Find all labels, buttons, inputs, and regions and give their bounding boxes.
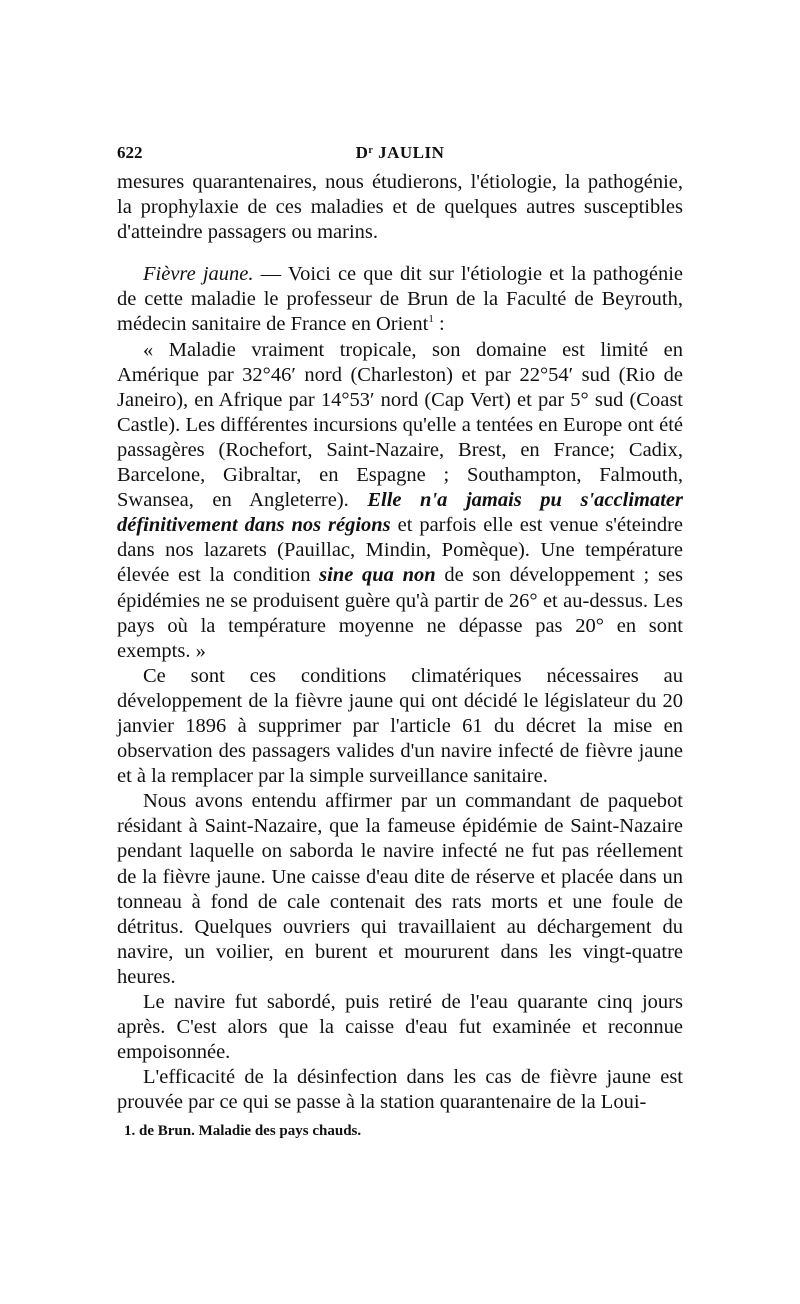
latin-phrase: sine qua non [319, 564, 436, 587]
footnote-text: de Brun. Maladie des pays chauds. [135, 1123, 362, 1139]
author-prefix-sup: r [368, 145, 374, 156]
page-number: 622 [117, 143, 143, 162]
author-name: JAULIN [378, 143, 445, 162]
paragraph-fievre-jaune [117, 262, 683, 337]
section-heading: Fièvre jaune. [143, 263, 254, 286]
paragraph-text-end: : [433, 313, 445, 336]
author-prefix: D [355, 143, 369, 162]
paragraph-legislation: Ce sont ces conditions climatériques nécessaires au développement de la fièvre jaune qui ont décidé le législateur du 20 janvier 1896 à supprimer par l'article 61 du décret la mise en observation des passagers valides d'un navire infecté de fièvre jaune et à la remplacer par la simple surveillance sanitaire. [117, 664, 683, 788]
paragraph-continued: mesures quarantenaires, nous étudierons, l'étiologie, la pathogénie, la prophylaxie de ces maladies et de quelques autres susceptibles d'atteindre passagers ou marins. [117, 171, 683, 244]
running-header [117, 143, 683, 167]
quotation-paragraph [117, 338, 683, 664]
paragraph-text: — Voici ce que dit sur l'étiologie et la pathogénie de cette maladie le professeur de Brun de la Faculté de Beyrouth, médecin sanitaire de France en Orient [117, 263, 683, 336]
footnote-reference: 1 [428, 313, 434, 326]
paragraph-saborde: Le navire fut sabordé, puis retiré de l'eau quarante cinq jours après. C'est alors que la caisse d'eau fut examinée et reconnue empoisonnée. [117, 991, 683, 1064]
footnote [124, 1121, 684, 1141]
footnote-marker: 1. [124, 1123, 136, 1139]
paragraph-desinfection: L'efficacité de la désinfection dans les cas de fièvre jaune est prouvée par ce qui se passe à la station quarantenaire de la Loui- [117, 1066, 683, 1114]
quote-text-b: et parfois elle est venue s'éteindre dans nos lazarets (Pauillac, Mindin, Pomèque). Une température élevée est la condition [117, 514, 684, 587]
quote-emphasis: Elle n'a jamais pu s'acclimater définitivement dans nos régions [117, 489, 683, 537]
quote-text-c: de son développement ; ses épidémies ne se produisent guère qu'à partir de 26° et au-dessus. Les pays où la température moyenne ne dépasse pas 20° en sont exempts. » [117, 564, 683, 662]
main-text [117, 170, 683, 1115]
paragraph-saint-nazaire: Nous avons entendu affirmer par un commandant de paquebot résidant à Saint-Nazaire, que la fameuse épidémie de Saint-Nazaire pendant laquelle on saborda le navire infecté ne fut pas réellement de la fièvre jaune. Une caisse d'eau dite de réserve et placée dans un tonneau à fond de cale contenait des rats morts et une foule de détritus. Quelques ouvriers qui travaillaient au déchargement du navire, un voilier, en burent et moururent dans les vingt-quatre heures. [117, 790, 683, 988]
running-title [117, 143, 683, 163]
quote-text-a: « Maladie vraiment tropicale, son domaine est limité en Amérique par 32°46′ nord (Charleston) et par 22°54′ sud (Rio de Janeiro), en Afrique par 14°53′ nord (Cap Vert) et par 5° sud (Coast Castle). Les différentes incursions qu'elle a tentées en Europe ont été passagères (Rochefort, Saint-Nazaire, Brest, en France; Cadix, Barcelone, Gibraltar, en Espagne ; Southampton, Falmouth, Swansea, en Angleterre). [117, 338, 683, 512]
